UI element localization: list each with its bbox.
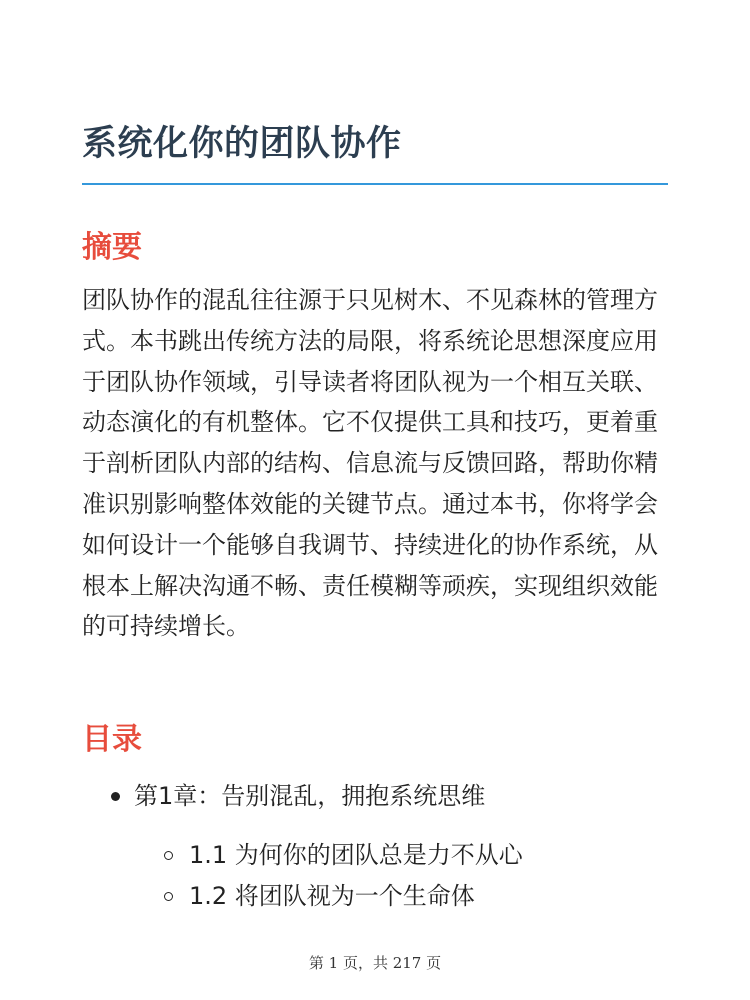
title-divider: [82, 183, 668, 185]
page-number-footer: 第 1 页，共 217 页: [308, 954, 442, 972]
toc-section-label[interactable]: 1.1 为何你的团队总是力不从心: [189, 841, 523, 869]
toc-heading: 目录: [82, 722, 142, 757]
bullet-circle-icon: [164, 892, 173, 901]
summary-heading: 摘要: [82, 230, 142, 265]
toc-section-label[interactable]: 1.2 将团队视为一个生命体: [189, 882, 475, 910]
toc-chapter-label[interactable]: 第1章：告别混乱，拥抱系统思维: [134, 782, 486, 810]
bullet-disc-icon: [111, 792, 120, 801]
bullet-circle-icon: [164, 851, 173, 860]
book-title: 系统化你的团队协作: [82, 124, 402, 164]
summary-paragraph: 团队协作的混乱往往源于只见树木、不见森林的管理方式。本书跳出传统方法的局限，将系统论思想深度应用于团队协作领域，引导读者将团队视为一个相互关联、动态演化的有机整体。它不仅提供工具和技巧，更着重于剖析团队内部的结构、信息流与反馈回路，帮助你精准识别影响整体效能的关键节点。通过本书，你将学会如何设计一个能够自我调节、持续进化的协作系统，从根本上解决沟通不畅、责任模糊等顽疾，实现组织效能的可持续增长。: [82, 286, 658, 641]
